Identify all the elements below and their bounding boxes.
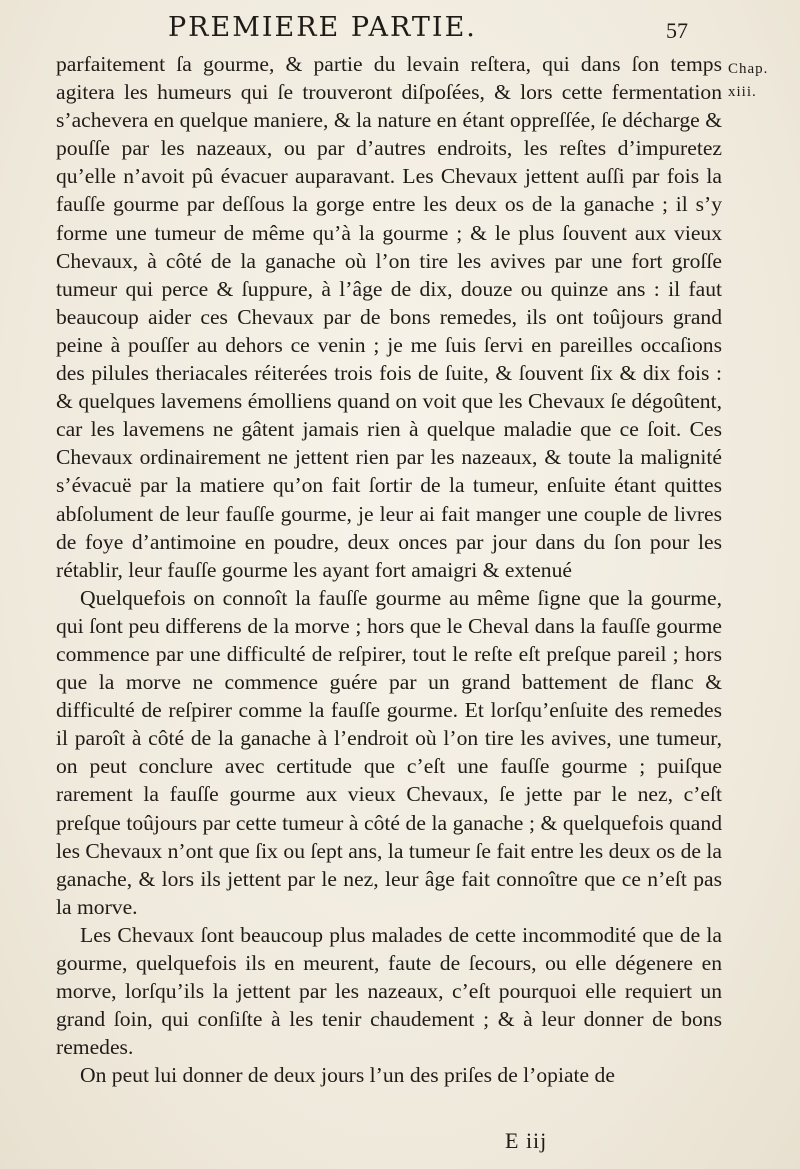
running-title: PREMIERE PARTIE. (168, 12, 477, 43)
chapter-label: Chap. (728, 61, 769, 77)
page-header (168, 12, 688, 48)
signature-mark: E iij (505, 1128, 548, 1153)
body-text (56, 50, 722, 1089)
chapter-marginal-note (728, 58, 796, 104)
paragraph: Les Chevaux ſont beaucoup plus malades de cette incommodité que de la gourme, quelquefois ils en meurent, faute de ſecours, ou elle dégenere en morve, lorſqu’ils la jettent par les nazeaux, c’eſt pourquoi elle requiert un grand ſoin, qui conſiſte à les tenir chaudement ; & à leur donner de bons remedes. (56, 922, 722, 1060)
paragraph: Quelquefois on connoît la fauſſe gourme au même ſigne que la gourme, qui ſont peu differens de la morve ; hors que le Cheval dans la fauſſe gourme commence par une difficulté de reſpirer, tout le reſte eſt preſque pareil ; hors que la morve ne commence guére par un grand battement de flanc & difficulté de reſpirer comme la fauſſe gourme. Et lorſqu’enſuite des remedes il paroît à côté de la ganache à l’endroit où l’on tire les avives, une tumeur, on peut conclure avec certitude que c’eſt une fauſſe gourme ; puiſque rarement la fauſſe gourme aux vieux Chevaux, ſe jette par le nez, c’eſt preſque toûjours par cette tumeur à côté de la ganache ; & quelquefois quand les Chevaux n’ont que ſix ou ſept ans, la tumeur ſe fait entre les deux os de la ganache, & lors ils jettent par le nez, leur âge fait connoître que ce n’eſt pas la morve. (56, 585, 722, 919)
page-number: 57 (666, 18, 688, 43)
paragraph: parfaitement ſa gourme, & partie du levain reſtera, qui dans ſon temps agitera les humeurs qui ſe trouveront diſpoſées, & lors cette fermentation s’achevera en quelque maniere, & la nature en étant oppreſſée, ſe décharge & pouſſe par les nazeaux, ou par d’autres endroits, les reſtes d’impuretez qu’elle n’avoit pû évacuer auparavant. Les Chevaux jettent auſſi par fois la fauſſe gourme par deſſous la gorge entre les deux os de la ganache ; il s’y forme une tumeur de même qu’à la gourme ; & le plus ſouvent aux vieux Chevaux, à côté de la ganache où l’on tire les avives par une fort groſſe tumeur qui perce & ſuppure, à l’âge de dix, douze ou quinze ans : il faut beaucoup aider ces Chevaux par de bons remedes, ils ont toûjours grand peine à pouſſer au dehors ce venin ; je me ſuis ſervi en pareilles occaſions des pilules theriacales réiterées trois fois de ſuite, & ſouvent ſix & dix fois : & quelques lavemens émolliens quand on voit que les Chevaux ſe dégoûtent, car les lavemens ne gâtent jamais rien à quelque maladie que ce ſoit. Ces Chevaux ordinairement ne jettent rien par les nazeaux, & toute la malignité s’évacuë par la matiere qu’on fait ſortir de la tumeur, enſuite étant quittes abſolument de leur fauſſe gourme, je leur ai fait manger une couple de livres de foye d’antimoine en poudre, deux onces par jour dans du ſon pour les rétablir, leur fauſſe gourme les ayant fort amaigri & extenué (56, 52, 722, 582)
chapter-number: xiii. (728, 84, 757, 100)
paragraph: On peut lui donner de deux jours l’un des priſes de l’opiate de (80, 1063, 615, 1088)
